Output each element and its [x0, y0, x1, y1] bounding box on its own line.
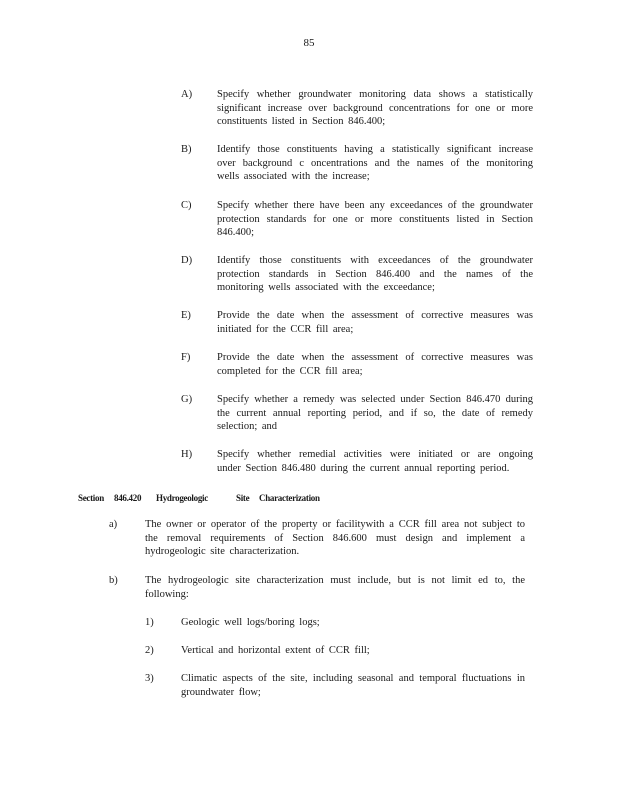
section-number: 846.420 [114, 493, 142, 503]
list-item-text: Provide the date when the assessment of corrective measures was initiated for the CCR fill area; [217, 310, 533, 335]
list-item-label: A) [181, 89, 193, 100]
list-item-label: F) [181, 352, 191, 363]
sub-item-label: 2) [145, 645, 154, 656]
page-number: 85 [303, 37, 315, 49]
section-heading [78, 492, 320, 506]
section-word: Section [78, 493, 104, 503]
list-item-label: H) [181, 449, 193, 460]
list-item-text: Identify those constituents having a statistically significant increase over background c oncentrations and the names of the monitoring wells associated with the increase; [217, 144, 533, 183]
list-item-text: Specify whether a remedy was selected under Section 846.470 during the current annual reporting period, and if so, the date of remedy selection; and [217, 394, 533, 433]
list-item-text: Specify whether remedial activities were initiated or are ongoing under Section 846.480 during the current annual reporting period. [217, 449, 533, 474]
list-item-label: G) [181, 394, 193, 405]
list-item-text: Identify those constituents with exceedances of the groundwater protection standards in Section 846.400 and the names of the monitoring wells associated with the exceedance; [217, 255, 533, 294]
list-item-label: D) [181, 255, 193, 266]
list-item-label: C) [181, 200, 192, 211]
list-item-label: B) [181, 144, 192, 155]
sub-item-label: 3) [145, 673, 154, 684]
sub-item-label: 1) [145, 617, 154, 628]
list-item-text: The hydrogeologic site characterization must include, but is not limit ed to, the following: [145, 575, 525, 600]
list-item-text: The owner or operator of the property or facilitywith a CCR fill area not subject to the removal requirements of Section 846.600 must design and implement a hydrogeologic site characterization. [145, 519, 525, 558]
section-title-part3: Characterization [259, 493, 320, 503]
sub-item-text: Vertical and horizontal extent of CCR fill; [181, 645, 370, 656]
sub-item-text: Geologic well logs/boring logs; [181, 617, 320, 628]
list-item-text: Provide the date when the assessment of corrective measures was completed for the CCR fill area; [217, 352, 533, 377]
section-title-part1: Hydrogeologic [156, 493, 208, 503]
list-item-text: Specify whether there have been any exceedances of the groundwater protection standards for one or more constituents listed in Section 846.400; [217, 200, 533, 239]
list-item-label: a) [109, 519, 118, 530]
section-title-part2: Site [236, 493, 250, 503]
sub-item-text: Climatic aspects of the site, including seasonal and temporal fluctuations in groundwater flow; [181, 673, 525, 698]
list-item-text: Specify whether groundwater monitoring data shows a statistically significant increase over background concentrations for one or more constituents listed in Section 846.400; [217, 89, 533, 128]
list-item-label: E) [181, 310, 191, 321]
list-item-label: b) [109, 575, 118, 586]
